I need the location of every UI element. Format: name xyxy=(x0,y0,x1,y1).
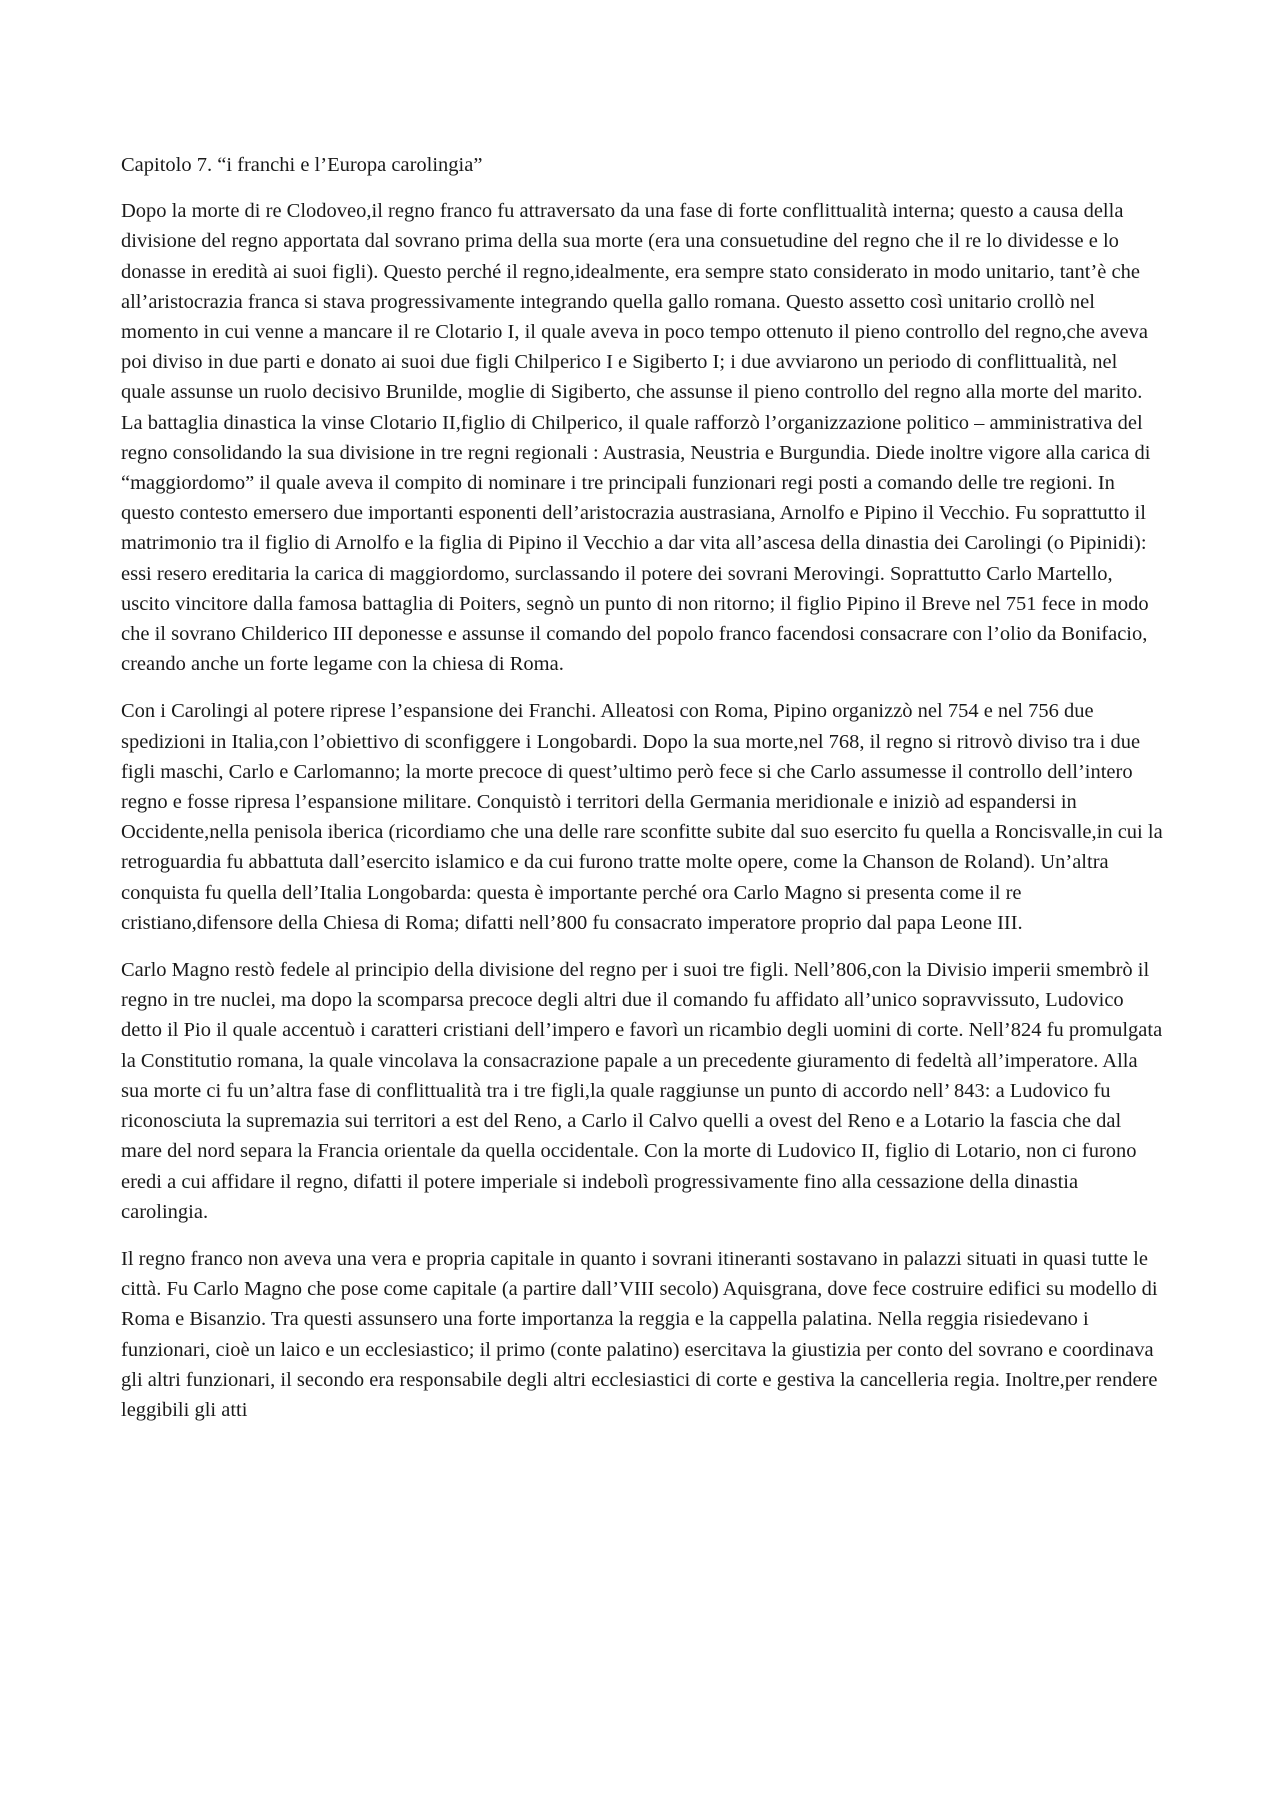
paragraph-division-of-empire: Carlo Magno restò fedele al principio della divisione del regno per i suoi tre figli. Nell’806,con la Divisio imperii smembrò il regno in tre nuclei, ma dopo la scomparsa precoce degli altri due il comando fu affidato all’unico sopravvissuto, Ludovico detto il Pio il quale accentuò i caratteri cristiani dell’impero e favorì un ricambio degli uomini di corte. Nell’824 fu promulgata la Constitutio romana, la quale vincolava la consacrazione papale a un precedente giuramento di fedeltà all’imperatore. Alla sua morte ci fu un’altra fase di conflittualità tra i tre figli,la quale raggiunse un punto di accordo nell’ 843: a Ludovico fu riconosciuta la supremazia sui territori a est del Reno, a Carlo il Calvo quelli a ovest del Reno e a Lotario la fascia che dal mare del nord separa la Francia orientale da quella occidentale. Con la morte di Ludovico II, figlio di Lotario, non ci furono eredi a cui affidare il regno, difatti il potere imperiale si indebolì progressivamente fino alla cessazione della dinastia carolingia. xyxy=(121,959,1163,1223)
paragraph-merovingian-succession: Dopo la morte di re Clodoveo,il regno franco fu attraversato da una fase di forte conflittualità interna; questo a causa della divisione del regno apportata dal sovrano prima della sua morte (era una consuetudine del regno che il re lo dividesse e lo donasse in eredità ai suoi figli). Questo perché il regno,idealmente, era sempre stato considerato in modo unitario, tant’è che all’aristocrazia franca si stava progressivamente integrando quella gallo romana. Questo assetto così unitario crollò nel momento in cui venne a mancare il re Clotario I, il quale aveva in poco tempo ottenuto il pieno controllo del regno,che aveva poi diviso in due parti e donato ai suoi due figli Chilperico I e Sigiberto I; i due avviarono un periodo di conflittualità, nel quale assunse un ruolo decisivo Brunilde, moglie di Sigiberto, che assunse il pieno controllo del regno alla morte del marito. La battaglia dinastica la vinse Clotario II,figlio di Chilperico, il quale rafforzò l’organizzazione politico – amministrativa del regno consolidando la sua divisione in tre regni regionali : Austrasia, Neustria e Burgundia. Diede inoltre vigore alla carica di “maggiordomo” il quale aveva il compito di nominare i tre principali funzionari regi posti a comando delle tre regioni. In questo contesto emersero due importanti esponenti dell’aristocrazia austrasiana, Arnolfo e Pipino il Vecchio. Fu soprattutto il matrimonio tra il figlio di Arnolfo e la figlia di Pipino il Vecchio a dar vita all’ascesa della dinastia dei Carolingi (o Pipinidi): essi resero ereditaria la carica di maggiordomo, surclassando il potere dei sovrani Merovingi. Soprattutto Carlo Martello, uscito vincitore dalla famosa battaglia di Poiters, segnò un punto di non ritorno; il figlio Pipino il Breve nel 751 fece in modo che il sovrano Childerico III deponesse e assunse il comando del popolo franco facendosi consacrare con l’olio da Bonifacio, creando anche un forte legame con la chiesa di Roma. xyxy=(121,200,1151,676)
paragraph-carolingian-expansion: Con i Carolingi al potere riprese l’espansione dei Franchi. Alleatosi con Roma, Pipino organizzò nel 754 e nel 756 due spedizioni in Italia,con l’obiettivo di sconfiggere i Longobardi. Dopo la sua morte,nel 768, il regno si ritrovò diviso tra i due figli maschi, Carlo e Carlomanno; la morte precoce di quest’ultimo però fece si che Carlo assumesse il controllo dell’intero regno e fosse ripresa l’espansione militare. Conquistò i territori della Germania meridionale e iniziò ad espandersi in Occidente,nella penisola iberica (ricordiamo che una delle rare sconfitte subite dal suo esercito fu quella a Roncisvalle,in cui la retroguardia fu abbattuta dall’esercito islamico e da cui furono tratte molte opere, come la Chanson de Roland). Un’altra conquista fu quella dell’Italia Longobarda: questa è importante perché ora Carlo Magno si presenta come il re cristiano,difensore della Chiesa di Roma; difatti nell’800 fu consacrato imperatore proprio dal papa Leone III. xyxy=(121,700,1163,934)
chapter-title: Capitolo 7. “i franchi e l’Europa carolingia” xyxy=(121,154,483,176)
document-body xyxy=(121,150,1163,1442)
paragraph-capital-aachen: Il regno franco non aveva una vera e propria capitale in quanto i sovrani itineranti sostavano in palazzi situati in quasi tutte le città. Fu Carlo Magno che pose come capitale (a partire dall’VIII secolo) Aquisgrana, dove fece costruire edifici su modello di Roma e Bisanzio. Tra questi assunsero una forte importanza la reggia e la cappella palatina. Nella reggia risiedevano i funzionari, cioè un laico e un ecclesiastico; il primo (conte palatino) esercitava la giustizia per conto del sovrano e coordinava gli altri funzionari, il secondo era responsabile degli altri ecclesiastici di corte e gestiva la cancelleria regia. Inoltre,per rendere leggibili gli atti xyxy=(121,1247,1158,1421)
